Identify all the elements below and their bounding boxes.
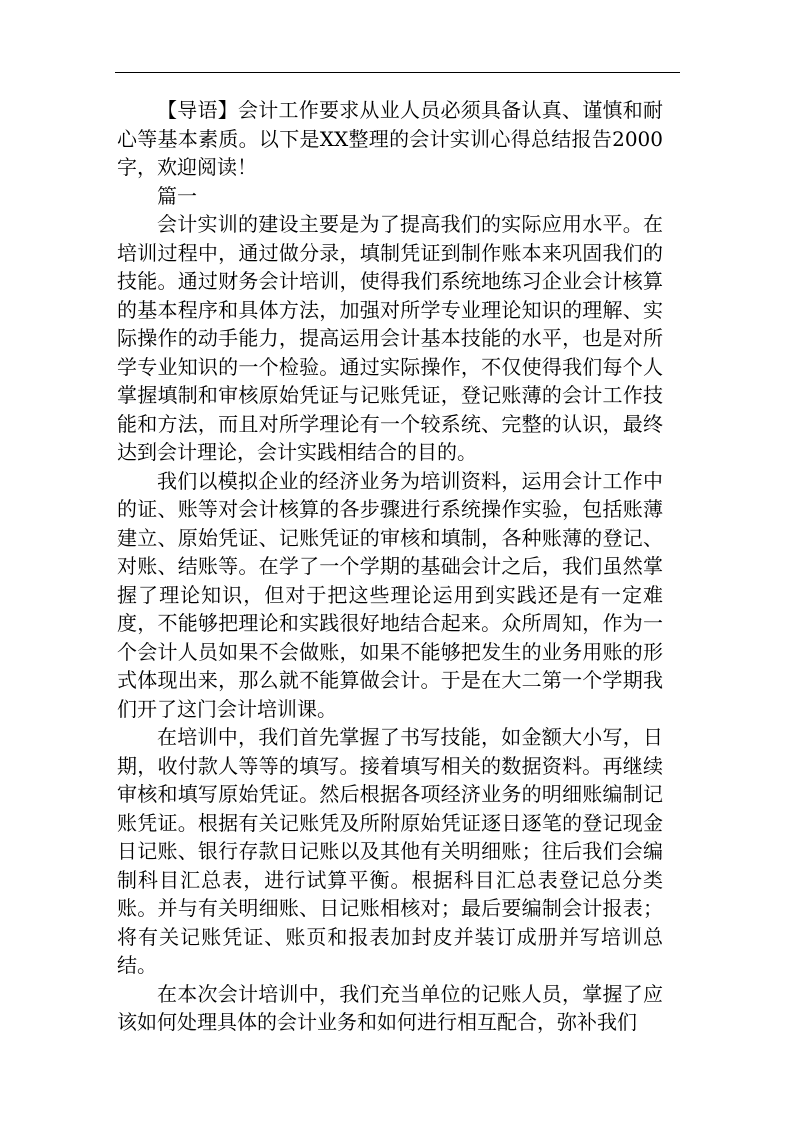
body-paragraph-3: 在培训中，我们首先掌握了书写技能，如金额大小写，日期，收付款人等等的填写。接着填写相关的数据资料。再继续审核和填写原始凭证。然后根据各项经济业务的明细账编制记账凭证。根据有关记账凭及所附原始凭证逐日逐笔的登记现金日记账、银行存款日记账以及其他有关明细账；往后我们会编制科目汇总表，进行试算平衡。根据科目汇总表登记总分类账。并与有关明细账、日记账相核对；最后要编制会计报表；将有关记账凭证、账页和报表加封皮并装订成册并写培训总结。 — [117, 725, 663, 977]
intro-paragraph: 【导语】会计工作要求从业人员必须具备认真、谨慎和耐心等基本素质。以下是XX整理的会计实训心得总结报告2000字，欢迎阅读！ — [117, 98, 663, 179]
header-rule — [115, 72, 680, 73]
body-paragraph-1: 会计实训的建设主要是为了提高我们的实际应用水平。在培训过程中，通过做分录，填制凭证到制作账本来巩固我们的技能。通过财务会计培训，使得我们系统地练习企业会计核算的基本程序和具体方法，加强对所学专业理论知识的理解、实际操作的动手能力，提高运用会计基本技能的水平，也是对所学专业知识的一个检验。通过实际操作，不仅使得我们每个人掌握填制和审核原始凭证与记账凭证，登记账薄的会计工作技能和方法，而且对所学理论有一个较系统、完整的认识，最终达到会计理论，会计实践相结合的目的。 — [117, 212, 663, 464]
body-paragraph-2: 我们以模拟企业的经济业务为培训资料，运用会计工作中的证、账等对会计核算的各步骤进行系统操作实验，包括账薄建立、原始凭证、记账凭证的审核和填制，各种账薄的登记、对账、结账等。在学了一个学期的基础会计之后，我们虽然掌握了理论知识，但对于把这些理论运用到实践还是有一定难度，不能够把理论和实践很好地结合起来。众所周知，作为一个会计人员如果不会做账，如果不能够把发生的业务用账的形式体现出来，那么就不能算做会计。于是在大二第一个学期我们开了这门会计培训课。 — [117, 468, 663, 721]
document-body — [117, 96, 663, 1037]
section-title: 篇一 — [157, 183, 197, 208]
body-paragraph-4: 在本次会计培训中，我们充当单位的记账人员，掌握了应该如何处理具体的会计业务和如何进行相互配合，弥补我们 — [117, 981, 663, 1034]
